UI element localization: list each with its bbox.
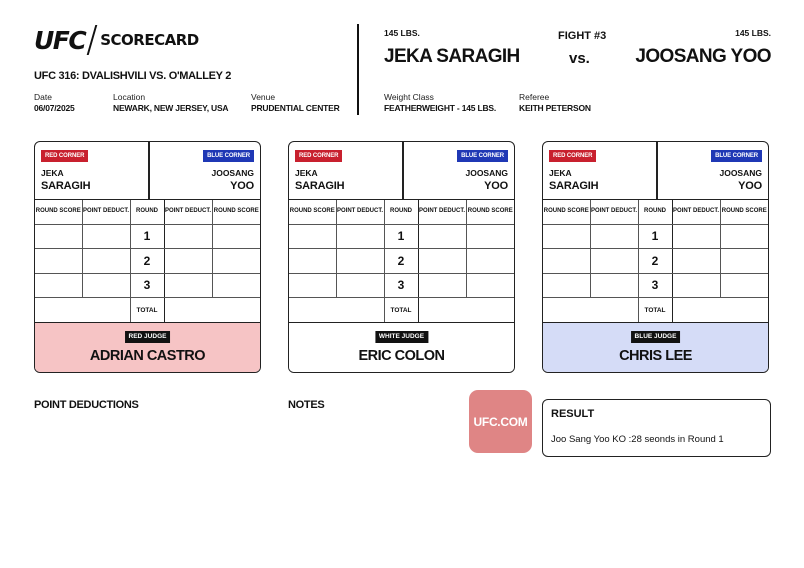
weight-class-label: Weight Class: [384, 92, 434, 102]
total-row: [35, 298, 260, 323]
red-fighter-weight: 145 LBS.: [384, 28, 420, 38]
red-total-cell[interactable]: [35, 298, 130, 323]
blue-point-deduct-cell[interactable]: [164, 224, 212, 249]
round-number: 3: [130, 273, 164, 298]
judge-area: [289, 322, 514, 372]
round-row: [35, 249, 260, 274]
judge-badge: BLUE JUDGE: [631, 331, 681, 343]
blue-fighter-name: JOOSANG YOO: [635, 46, 771, 67]
total-label: TOTAL: [384, 298, 418, 323]
notes-label: NOTES: [288, 399, 325, 411]
red-corner-badge: RED CORNER: [295, 150, 342, 162]
red-fighter-first-name: JEKA: [295, 168, 318, 178]
header-divider: [357, 24, 359, 115]
red-fighter-last-name: SARAGIH: [295, 180, 345, 192]
round-row: [543, 249, 768, 274]
score-grid-header: [35, 200, 260, 224]
blue-point-deduct-cell[interactable]: [672, 273, 720, 298]
venue-label: Venue: [251, 92, 276, 102]
red-round-score-cell[interactable]: [289, 224, 336, 249]
fight-number: FIGHT #3: [558, 30, 607, 42]
blue-corner-badge: BLUE CORNER: [203, 150, 254, 162]
blue-round-score-cell[interactable]: [466, 249, 514, 274]
blue-fighter-last-name: YOO: [738, 180, 762, 192]
blue-point-deduct-cell[interactable]: [164, 273, 212, 298]
ufc-com-logo[interactable]: UFC.COM: [469, 390, 532, 453]
red-corner-badge: RED CORNER: [41, 150, 88, 162]
red-round-score-cell[interactable]: [289, 249, 336, 274]
blue-point-deduct-header: POINT DEDUCT.: [418, 200, 466, 224]
red-total-cell[interactable]: [543, 298, 638, 323]
blue-round-score-cell[interactable]: [212, 224, 260, 249]
round-number: 3: [384, 273, 418, 298]
white-judge-scorecard: [288, 141, 515, 373]
result-box: [542, 399, 771, 457]
red-fighter-first-name: JEKA: [41, 168, 64, 178]
blue-point-deduct-cell[interactable]: [418, 273, 466, 298]
blue-fighter-first-name: JOOSANG: [465, 168, 508, 178]
red-point-deduct-cell[interactable]: [336, 249, 384, 274]
blue-round-score-cell[interactable]: [466, 273, 514, 298]
round-number: 1: [384, 224, 418, 249]
ufc-scorecard-logo: [34, 24, 199, 56]
round-row: [543, 224, 768, 249]
blue-point-deduct-cell[interactable]: [418, 249, 466, 274]
round-header: ROUND: [638, 200, 672, 224]
round-number: 3: [638, 273, 672, 298]
red-round-score-header: ROUND SCORE: [35, 200, 82, 224]
weight-class-value: FEATHERWEIGHT - 145 LBS.: [384, 103, 497, 113]
vs-label: vs.: [569, 50, 590, 67]
location-label: Location: [113, 92, 146, 102]
total-row: [289, 298, 514, 323]
point-deductions-label: POINT DEDUCTIONS: [34, 399, 139, 411]
venue-value: PRUDENTIAL CENTER: [251, 103, 340, 113]
blue-corner-badge: BLUE CORNER: [711, 150, 762, 162]
round-number: 2: [384, 249, 418, 274]
red-round-score-cell[interactable]: [35, 249, 82, 274]
red-point-deduct-header: POINT DEDUCT.: [336, 200, 384, 224]
judge-badge: RED JUDGE: [125, 331, 171, 343]
blue-total-cell[interactable]: [672, 298, 768, 323]
red-point-deduct-cell[interactable]: [590, 224, 638, 249]
judge-area: [35, 322, 260, 372]
judge-name: ADRIAN CASTRO: [89, 348, 206, 364]
round-row: [543, 273, 768, 298]
scorecard-fighters: [543, 142, 768, 200]
red-point-deduct-cell[interactable]: [82, 273, 130, 298]
blue-round-score-header: ROUND SCORE: [212, 200, 260, 224]
logo-divider: [87, 25, 98, 55]
blue-fighter-last-name: YOO: [230, 180, 254, 192]
blue-point-deduct-cell[interactable]: [418, 224, 466, 249]
red-fighter-last-name: SARAGIH: [549, 180, 599, 192]
red-corner-badge: RED CORNER: [549, 150, 596, 162]
blue-round-score-cell[interactable]: [720, 273, 768, 298]
red-fighter-name: JEKA SARAGIH: [384, 46, 520, 67]
blue-round-score-cell[interactable]: [720, 249, 768, 274]
round-number: 1: [130, 224, 164, 249]
red-round-score-cell[interactable]: [35, 273, 82, 298]
red-round-score-cell[interactable]: [543, 249, 590, 274]
date-label: Date: [34, 92, 52, 102]
red-round-score-cell[interactable]: [543, 273, 590, 298]
round-row: [289, 224, 514, 249]
round-row: [35, 273, 260, 298]
ufc-logo: UFC: [34, 25, 86, 55]
blue-point-deduct-cell[interactable]: [672, 249, 720, 274]
red-point-deduct-header: POINT DEDUCT.: [82, 200, 130, 224]
round-number: 2: [638, 249, 672, 274]
blue-total-cell[interactable]: [418, 298, 514, 323]
blue-corner-badge: BLUE CORNER: [457, 150, 508, 162]
red-judge-scorecard: [34, 141, 261, 373]
red-point-deduct-cell[interactable]: [590, 273, 638, 298]
blue-fighter-last-name: YOO: [484, 180, 508, 192]
judge-name: CHRIS LEE: [619, 348, 692, 364]
event-title: UFC 316: DVALISHVILI VS. O'MALLEY 2: [34, 70, 232, 82]
referee-value: KEITH PETERSON: [519, 103, 591, 113]
score-grid-header: [289, 200, 514, 224]
blue-round-score-cell[interactable]: [466, 224, 514, 249]
blue-total-cell[interactable]: [164, 298, 260, 323]
judge-badge: WHITE JUDGE: [375, 331, 428, 343]
red-point-deduct-header: POINT DEDUCT.: [590, 200, 638, 224]
blue-point-deduct-header: POINT DEDUCT.: [672, 200, 720, 224]
round-row: [289, 249, 514, 274]
red-round-score-cell[interactable]: [289, 273, 336, 298]
red-point-deduct-cell[interactable]: [82, 249, 130, 274]
red-point-deduct-cell[interactable]: [336, 273, 384, 298]
score-grid-header: [543, 200, 768, 224]
red-fighter-last-name: SARAGIH: [41, 180, 91, 192]
blue-judge-scorecard: [542, 141, 769, 373]
score-grid: [35, 200, 260, 323]
blue-point-deduct-header: POINT DEDUCT.: [164, 200, 212, 224]
total-label: TOTAL: [638, 298, 672, 323]
round-row: [289, 273, 514, 298]
referee-label: Referee: [519, 92, 550, 102]
round-row: [35, 224, 260, 249]
red-round-score-cell[interactable]: [543, 224, 590, 249]
red-round-score-header: ROUND SCORE: [289, 200, 336, 224]
result-title: RESULT: [551, 408, 595, 420]
total-label: TOTAL: [130, 298, 164, 323]
red-point-deduct-cell[interactable]: [336, 224, 384, 249]
scorecard-fighters: [289, 142, 514, 200]
round-number: 2: [130, 249, 164, 274]
red-point-deduct-cell[interactable]: [590, 249, 638, 274]
scorecard-fighters: [35, 142, 260, 200]
score-grid: [543, 200, 768, 323]
red-point-deduct-cell[interactable]: [82, 224, 130, 249]
round-header: ROUND: [384, 200, 418, 224]
round-number: 1: [638, 224, 672, 249]
blue-round-score-cell[interactable]: [720, 224, 768, 249]
logo-subtitle: SCORECARD: [100, 31, 199, 49]
red-total-cell[interactable]: [289, 298, 384, 323]
judge-area: [543, 322, 768, 372]
score-grid: [289, 200, 514, 323]
blue-round-score-cell[interactable]: [212, 249, 260, 274]
round-header: ROUND: [130, 200, 164, 224]
total-row: [543, 298, 768, 323]
location-value: NEWARK, NEW JERSEY, USA: [113, 103, 229, 113]
judge-name: ERIC COLON: [358, 348, 445, 364]
result-text: Joo Sang Yoo KO :28 seonds in Round 1: [551, 434, 724, 445]
blue-point-deduct-cell[interactable]: [672, 224, 720, 249]
blue-fighter-weight: 145 LBS.: [735, 28, 771, 38]
blue-round-score-cell[interactable]: [212, 273, 260, 298]
red-fighter-first-name: JEKA: [549, 168, 572, 178]
blue-round-score-header: ROUND SCORE: [720, 200, 768, 224]
blue-round-score-header: ROUND SCORE: [466, 200, 514, 224]
blue-fighter-first-name: JOOSANG: [719, 168, 762, 178]
red-round-score-header: ROUND SCORE: [543, 200, 590, 224]
blue-fighter-first-name: JOOSANG: [211, 168, 254, 178]
red-round-score-cell[interactable]: [35, 224, 82, 249]
blue-point-deduct-cell[interactable]: [164, 249, 212, 274]
date-value: 06/07/2025: [34, 103, 75, 113]
